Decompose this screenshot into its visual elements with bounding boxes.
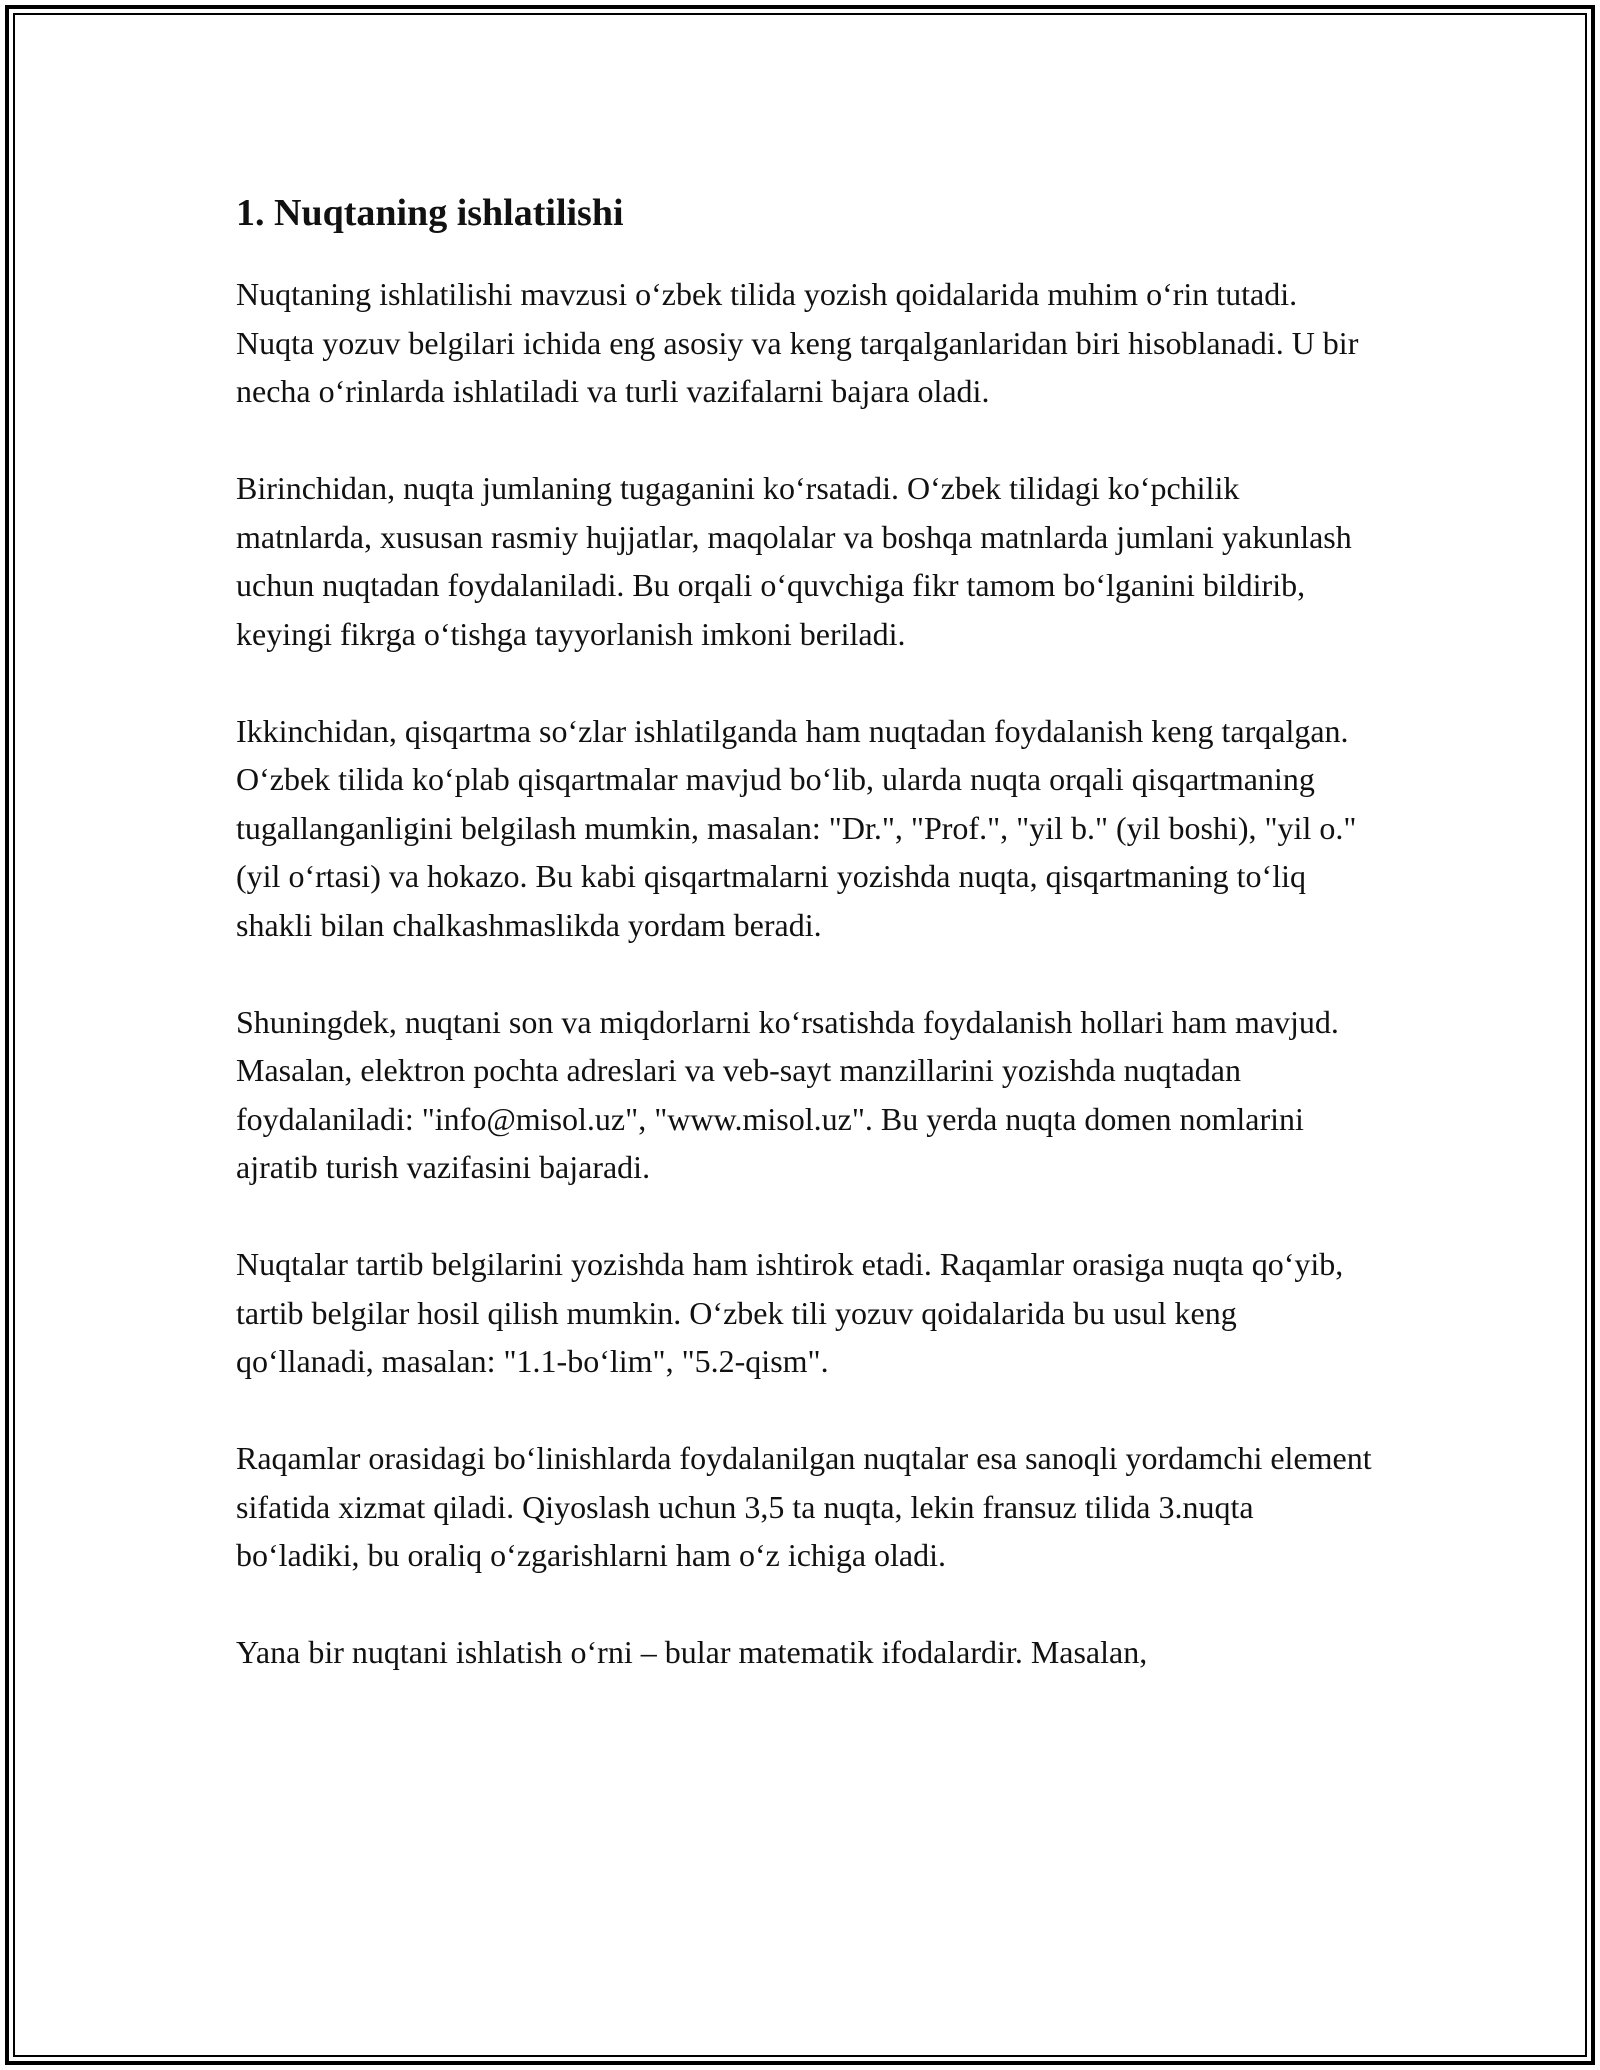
paragraph-5: Nuqtalar tartib belgilarini yozishda ham ishtirok etadi. Raqamlar orasiga nuqta qo‘yib, tartib belgilar hosil qilish mumkin. O‘zbek tili yozuv qoidalarida bu usul keng qo‘llanadi, masalan: "1.1-bo‘lim", "5.2-qism". <box>236 1246 1344 1379</box>
paragraph-3: Ikkinchidan, qisqartma so‘zlar ishlatilganda ham nuqtadan foydalanish keng tarqalgan. O‘zbek tilida ko‘plab qisqartmalar mavjud bo‘lib, ularda nuqta orqali qisqartmaning tugallanganligini belgilash mumkin, masalan: "Dr.", "Prof.", "yil b." (yil boshi), "yil o." (yil o‘rtasi) va hokazo. Bu kabi qisqartmalarni yozishda nuqta, qisqartmaning to‘liq shakli bilan chalkashmaslikda yordam beradi. <box>236 712 1357 943</box>
section-title: 1. Nuqtaning ishlatilishi <box>236 192 624 234</box>
document-body <box>236 188 1376 1725</box>
paragraph-4: Shuningdek, nuqtani son va miqdorlarni ko‘rsatishda foydalanish hollari ham mavjud. Masalan, elektron pochta adreslari va veb-sayt manzillarini yozishda nuqtadan foydalaniladi: "info@misol.uz", "www.misol.uz". Bu yerda nuqta domen nomlarini ajratib turish vazifasini bajaradi. <box>236 1003 1339 1185</box>
paragraph-1: Nuqtaning ishlatilishi mavzusi o‘zbek tilida yozish qoidalarida muhim o‘rin tutadi. Nuqta yozuv belgilari ichida eng asosiy va keng tarqalganlaridan biri hisoblanadi. U bir necha o‘rinlarda ishlatiladi va turli vazifalarni bajara oladi. <box>236 276 1359 409</box>
paragraph-2: Birinchidan, nuqta jumlaning tugaganini ko‘rsatadi. O‘zbek tilidagi ko‘pchilik matnlarda, xususan rasmiy hujjatlar, maqolalar va boshqa matnlarda jumlani yakunlash uchun nuqtadan foydalaniladi. Bu orqali o‘quvchiga fikr tamom bo‘lganini bildirib, keyingi fikrga o‘tishga tayyorlanish imkoni beriladi. <box>236 470 1352 652</box>
paragraph-6: Raqamlar orasidagi bo‘linishlarda foydalanilgan nuqtalar esa sanoqli yordamchi element sifatida xizmat qiladi. Qiyoslash uchun 3,5 ta nuqta, lekin fransuz tilida 3.nuqta bo‘ladiki, bu oraliq o‘zgarishlarni ham o‘z ichiga oladi. <box>236 1440 1372 1573</box>
paragraph-7: Yana bir nuqtani ishlatish o‘rni – bular matematik ifodalardir. Masalan, <box>236 1634 1148 1670</box>
